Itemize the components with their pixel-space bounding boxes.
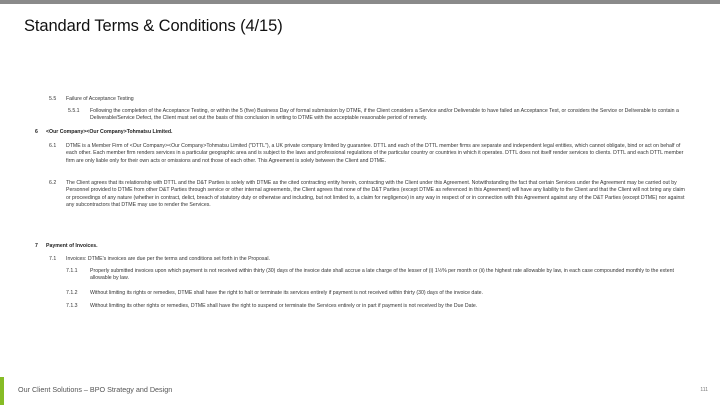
clause-text: Properly submitted invoices upon which payment is not received within thirty (30) days of the invoice date shall accrue a late charge of the lesser of (i) 1½% per month or (ii) the highest rate allowable by law, in each case compounded monthly to the extent allowable by law. bbox=[90, 268, 674, 282]
clause-text: Without limiting its rights or remedies, DTME shall have the right to halt or terminate its services entirely if payment is not received within thirty (30) days of the invoice date. bbox=[90, 290, 483, 296]
slide-title: Standard Terms & Conditions (4/15) bbox=[24, 17, 283, 35]
clause-number: 7.1.1 bbox=[66, 268, 78, 274]
section-number: 7 bbox=[35, 243, 38, 249]
section-heading: Failure of Acceptance Testing bbox=[66, 96, 134, 102]
clause-text: Without limiting its other rights or remedies, DTME shall have the right to suspend or terminate the Services entirely or in part if payment is not received by the Due Date. bbox=[90, 303, 478, 309]
clause-text: DTME is a Member Firm of <Our Company><Our Company>Tohmatsu Limited ("DTTL"), a UK private company limited by guarantee. DTTL and each of the DTTL member firms are separate and independent legal entities, which cannot obligate, bind or act on behalf of each other. Each member firm renders services in a particular geographic area and is subject to the laws and professional regulations of the particular country or countries in which it operates. DTTL does not itself render services to clients. DTTL and each DTTL member firm are only liable only for their own acts or omissions and not those of each other. This Agreement is solely between the Client and DTME. bbox=[66, 143, 684, 164]
clause-text: Following the completion of the Acceptance Testing, or within the 5 (five) Business Day of formal submission by DTME, if the Client considers a Service and/or Deliverable to have failed an Acceptance Test, or considers the Service or Deliverable to contain a Deliverable/Service Defect, the Client must set out the basis of this conclusion in writing to DTME with the acceptable reasonable period of remedy. bbox=[90, 108, 679, 122]
clause-number: 7.1.3 bbox=[66, 303, 78, 309]
footer-text: Our Client Solutions – BPO Strategy and Design bbox=[18, 385, 173, 394]
clause-number: 6.2 bbox=[49, 180, 57, 186]
clause-number: 7.1.2 bbox=[66, 290, 78, 296]
clause-number: 5.5.1 bbox=[68, 108, 80, 114]
footer-accent-bar bbox=[0, 377, 4, 405]
section-number: 5.5 bbox=[49, 96, 57, 102]
clause-number: 7.1 bbox=[49, 256, 57, 262]
section-heading: Payment of Invoices. bbox=[46, 243, 98, 249]
section-heading: <Our Company><Our Company>Tohmatsu Limited. bbox=[46, 129, 173, 135]
clause-number: 6.1 bbox=[49, 143, 57, 149]
page-number: 111 bbox=[700, 387, 708, 393]
section-number: 6 bbox=[35, 129, 38, 135]
clause-text: Invoices: DTME's invoices are due per the terms and conditions set forth in the Proposal. bbox=[66, 256, 270, 262]
top-rule bbox=[0, 0, 720, 4]
clause-text: The Client agrees that its relationship with DTTL and the D&T Parties is solely with DTME as the cited contracting entity herein, contracting with the Client under this Agreement. Notwithstanding the fact that certain Services under the Agreement may be carried out by Personnel provided to DTME from other D&T Parties through service or other internal agreements, the Client agrees that none of the D&T Parties (except DTME as referenced in this Agreement) will have any liability to the Client and that the Client will not bring any claim or proceedings of any nature (whether in contract, delict, breach of statutory duty or otherwise and including, but not limited to, a claim for negligence) in any way in respect of or in connection with this Agreement against any of the D&T Parties (except DTME) nor against any subcontractors that DTME may use to render the Services. bbox=[66, 180, 685, 209]
